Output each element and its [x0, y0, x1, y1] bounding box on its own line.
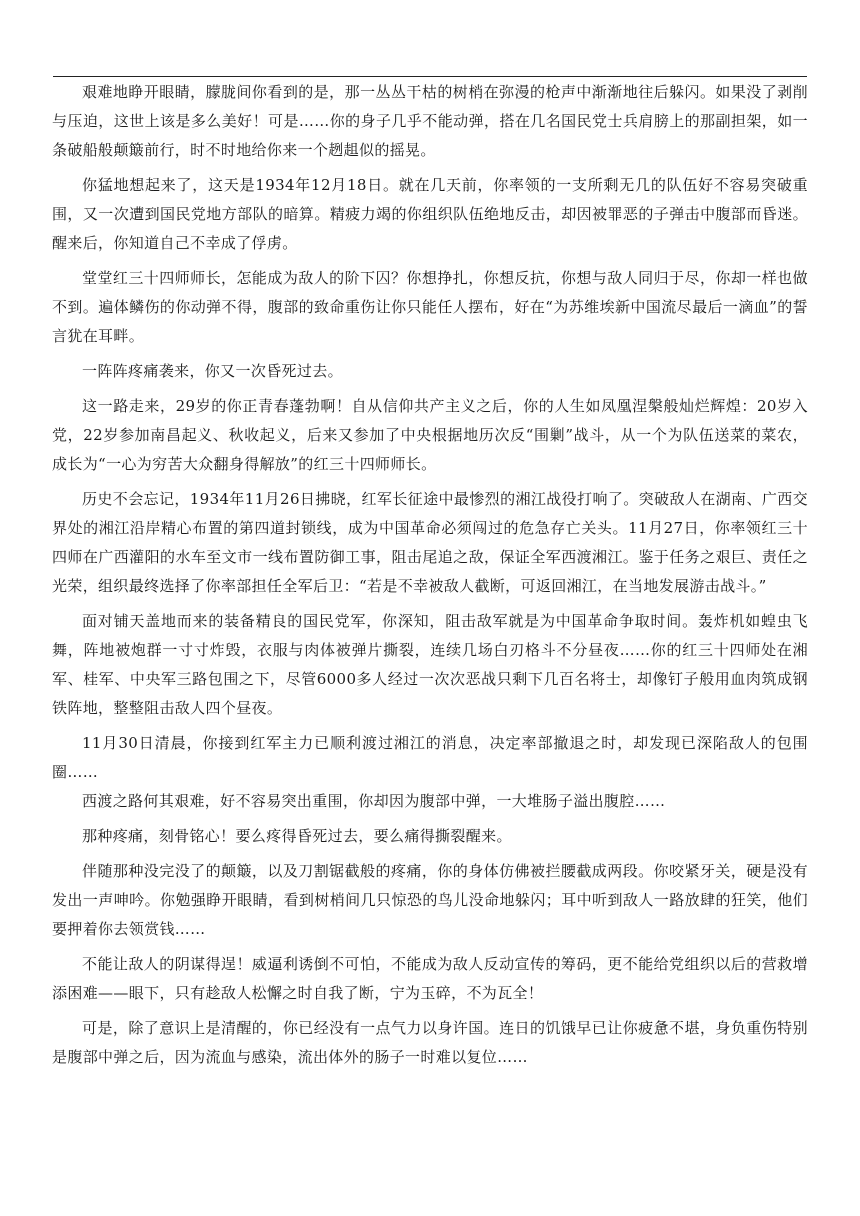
paragraph: 一阵阵疼痛袭来，你又一次昏死过去。	[82, 362, 343, 380]
header-rule	[53, 76, 807, 77]
paragraph: 11月30日清晨，你接到红军主力已顺利渡过湘江的消息，决定率部撤退之时，却发现已深陷敌人的包围圈……	[52, 734, 808, 781]
paragraph: 不能让敌人的阴谋得逞！威逼利诱倒不可怕，不能成为敌人反动宣传的筹码，更不能给党组织以后的营救增添困难——眼下，只有趁敌人松懈之时自我了断，宁为玉碎，不为瓦全！	[52, 955, 808, 1002]
paragraph: 面对铺天盖地而来的装备精良的国民党军，你深知，阻击敌军就是为中国革命争取时间。轰炸机如蝗虫飞舞，阵地被炮群一寸寸炸毁，衣服与肉体被弹片撕裂，连续几场白刃格斗不分昼夜……你的红三十四师处在湘军、桂军、中央军三路包围之下，尽管6000多人经过一次次恶战只剩下几百名将士，却像钉子般用血肉筑成钢铁阵地，整整阻击敌人四个昼夜。	[52, 612, 808, 717]
article-body	[52, 78, 808, 1072]
paragraph: 艰难地睁开眼睛，朦胧间你看到的是，那一丛丛干枯的树梢在弥漫的枪声中渐渐地往后躲闪。如果没了剥削与压迫，这世上该是多么美好！可是……你的身子几乎不能动弹，搭在几名国民党士兵肩膀上的那副担架，如一条破船般颠簸前行，时不时地给你来一个趔趄似的摇晃。	[52, 83, 808, 159]
paragraph: 这一路走来，29岁的你正青春蓬勃啊！自从信仰共产主义之后，你的人生如凤凰涅槃般灿烂辉煌：20岁入党，22岁参加南昌起义、秋收起义，后来又参加了中央根据地历次反“围剿”战斗，从一个为队伍送菜的菜农，成长为“一心为穷苦大众翻身得解放”的红三十四师师长。	[52, 397, 808, 473]
paragraph: 伴随那种没完没了的颠簸，以及刀割锯截般的疼痛，你的身体仿佛被拦腰截成两段。你咬紧牙关，硬是没有发出一声呻吟。你勉强睁开眼睛，看到树梢间几只惊恐的鸟儿没命地躲闪；耳中听到敌人一路放肆的狂笑，他们要押着你去领赏钱……	[52, 862, 808, 938]
paragraph: 西渡之路何其艰难，好不容易突出重围，你却因为腹部中弹，一大堆肠子溢出腹腔……	[82, 792, 666, 810]
paragraph: 堂堂红三十四师师长，怎能成为敌人的阶下囚？你想挣扎，你想反抗，你想与敌人同归于尽，你却一样也做不到。遍体鳞伤的你动弹不得，腹部的致命重伤让你只能任人摆布，好在“为苏维埃新中国流尽最后一滴血”的誓言犹在耳畔。	[52, 269, 808, 345]
paragraph: 你猛地想起来了，这天是1934年12月18日。就在几天前，你率领的一支所剩无几的队伍好不容易突破重围，又一次遭到国民党地方部队的暗算。精疲力竭的你组织队伍绝地反击，却因被罪恶的子弹击中腹部而昏迷。醒来后，你知道自己不幸成了俘虏。	[52, 176, 808, 252]
paragraph: 那种疼痛，刻骨铭心！要么疼得昏死过去，要么痛得撕裂醒来。	[82, 827, 512, 845]
paragraph: 历史不会忘记，1934年11月26日拂晓，红军长征途中最惨烈的湘江战役打响了。突破敌人在湖南、广西交界处的湘江沿岸精心布置的第四道封锁线，成为中国革命必须闯过的危急存亡关头。11月27日，你率领红三十四师在广西灌阳的水车至文市一线布置防御工事，阻击尾追之敌，保证全军西渡湘江。鉴于任务之艰巨、责任之光荣，组织最终选择了你率部担任全军后卫：“若是不幸被敌人截断，可返回湘江，在当地发展游击战斗。”	[52, 490, 808, 595]
paragraph: 可是，除了意识上是清醒的，你已经没有一点气力以身许国。连日的饥饿早已让你疲惫不堪，身负重伤特别是腹部中弹之后，因为流血与感染，流出体外的肠子一时难以复位……	[52, 1019, 808, 1066]
